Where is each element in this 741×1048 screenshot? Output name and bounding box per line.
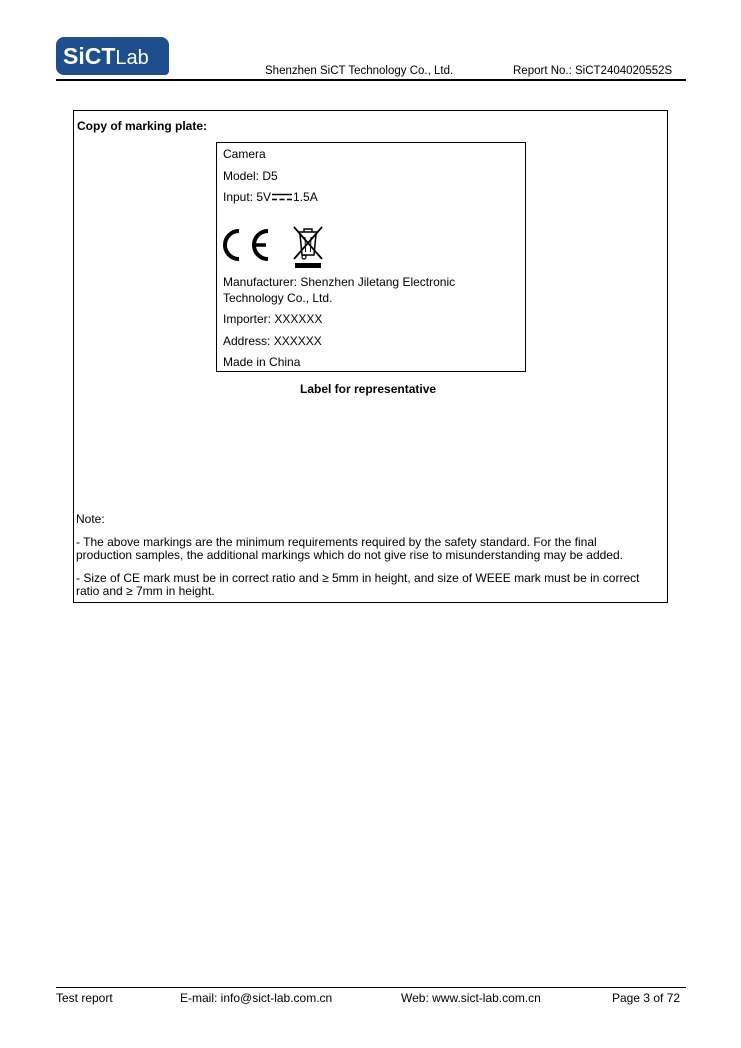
note-line: - Size of CE mark must be in correct ratio and ≥ 5mm in height, and size of WEEE mark must be in correct	[76, 571, 640, 585]
footer-website: Web: www.sict-lab.com.cn	[401, 991, 541, 1005]
footer-page-number: Page 3 of 72	[612, 991, 681, 1005]
label-input-suffix: 1.5A	[293, 190, 318, 204]
header-report-number: Report No.: SiCT2404020552S	[513, 65, 673, 77]
dc-current-icon	[272, 193, 292, 201]
logo-text-main: SiCT	[63, 43, 116, 69]
header-company: Shenzhen SiCT Technology Co., Ltd.	[265, 65, 454, 77]
label-address: Address: XXXXXX	[223, 334, 322, 348]
logo-text-lab: Lab	[115, 47, 149, 69]
footer-email: E-mail: info@sict-lab.com.cn	[180, 991, 333, 1005]
section-title: Copy of marking plate:	[77, 119, 208, 133]
label-importer: Importer: XXXXXX	[223, 312, 323, 326]
compliance-marks	[221, 225, 331, 271]
label-origin: Made in China	[223, 355, 301, 369]
note-line: ratio and ≥ 7mm in height.	[76, 584, 215, 598]
label-caption: Label for representative	[300, 382, 437, 396]
note-heading: Note:	[76, 512, 105, 526]
label-input-prefix: Input: 5V	[223, 190, 272, 204]
label-manufacturer-line1: Manufacturer: Shenzhen Jiletang Electronic	[223, 275, 456, 289]
company-logo	[56, 37, 169, 75]
label-model: Model: D5	[223, 169, 278, 183]
label-input	[223, 190, 318, 204]
label-product: Camera	[223, 147, 266, 161]
ce-mark-icon	[225, 231, 268, 259]
footer-divider	[56, 987, 686, 988]
header-divider	[56, 79, 686, 81]
label-manufacturer-line2: Technology Co., Ltd.	[223, 291, 333, 305]
note-line: - The above markings are the minimum requirements required by the safety standard. For the final	[76, 535, 597, 549]
footer-doc-type: Test report	[56, 991, 113, 1005]
note-line: production samples, the additional markings which do not give rise to misunderstanding may be added.	[76, 548, 623, 562]
weee-bin-icon	[294, 227, 322, 268]
